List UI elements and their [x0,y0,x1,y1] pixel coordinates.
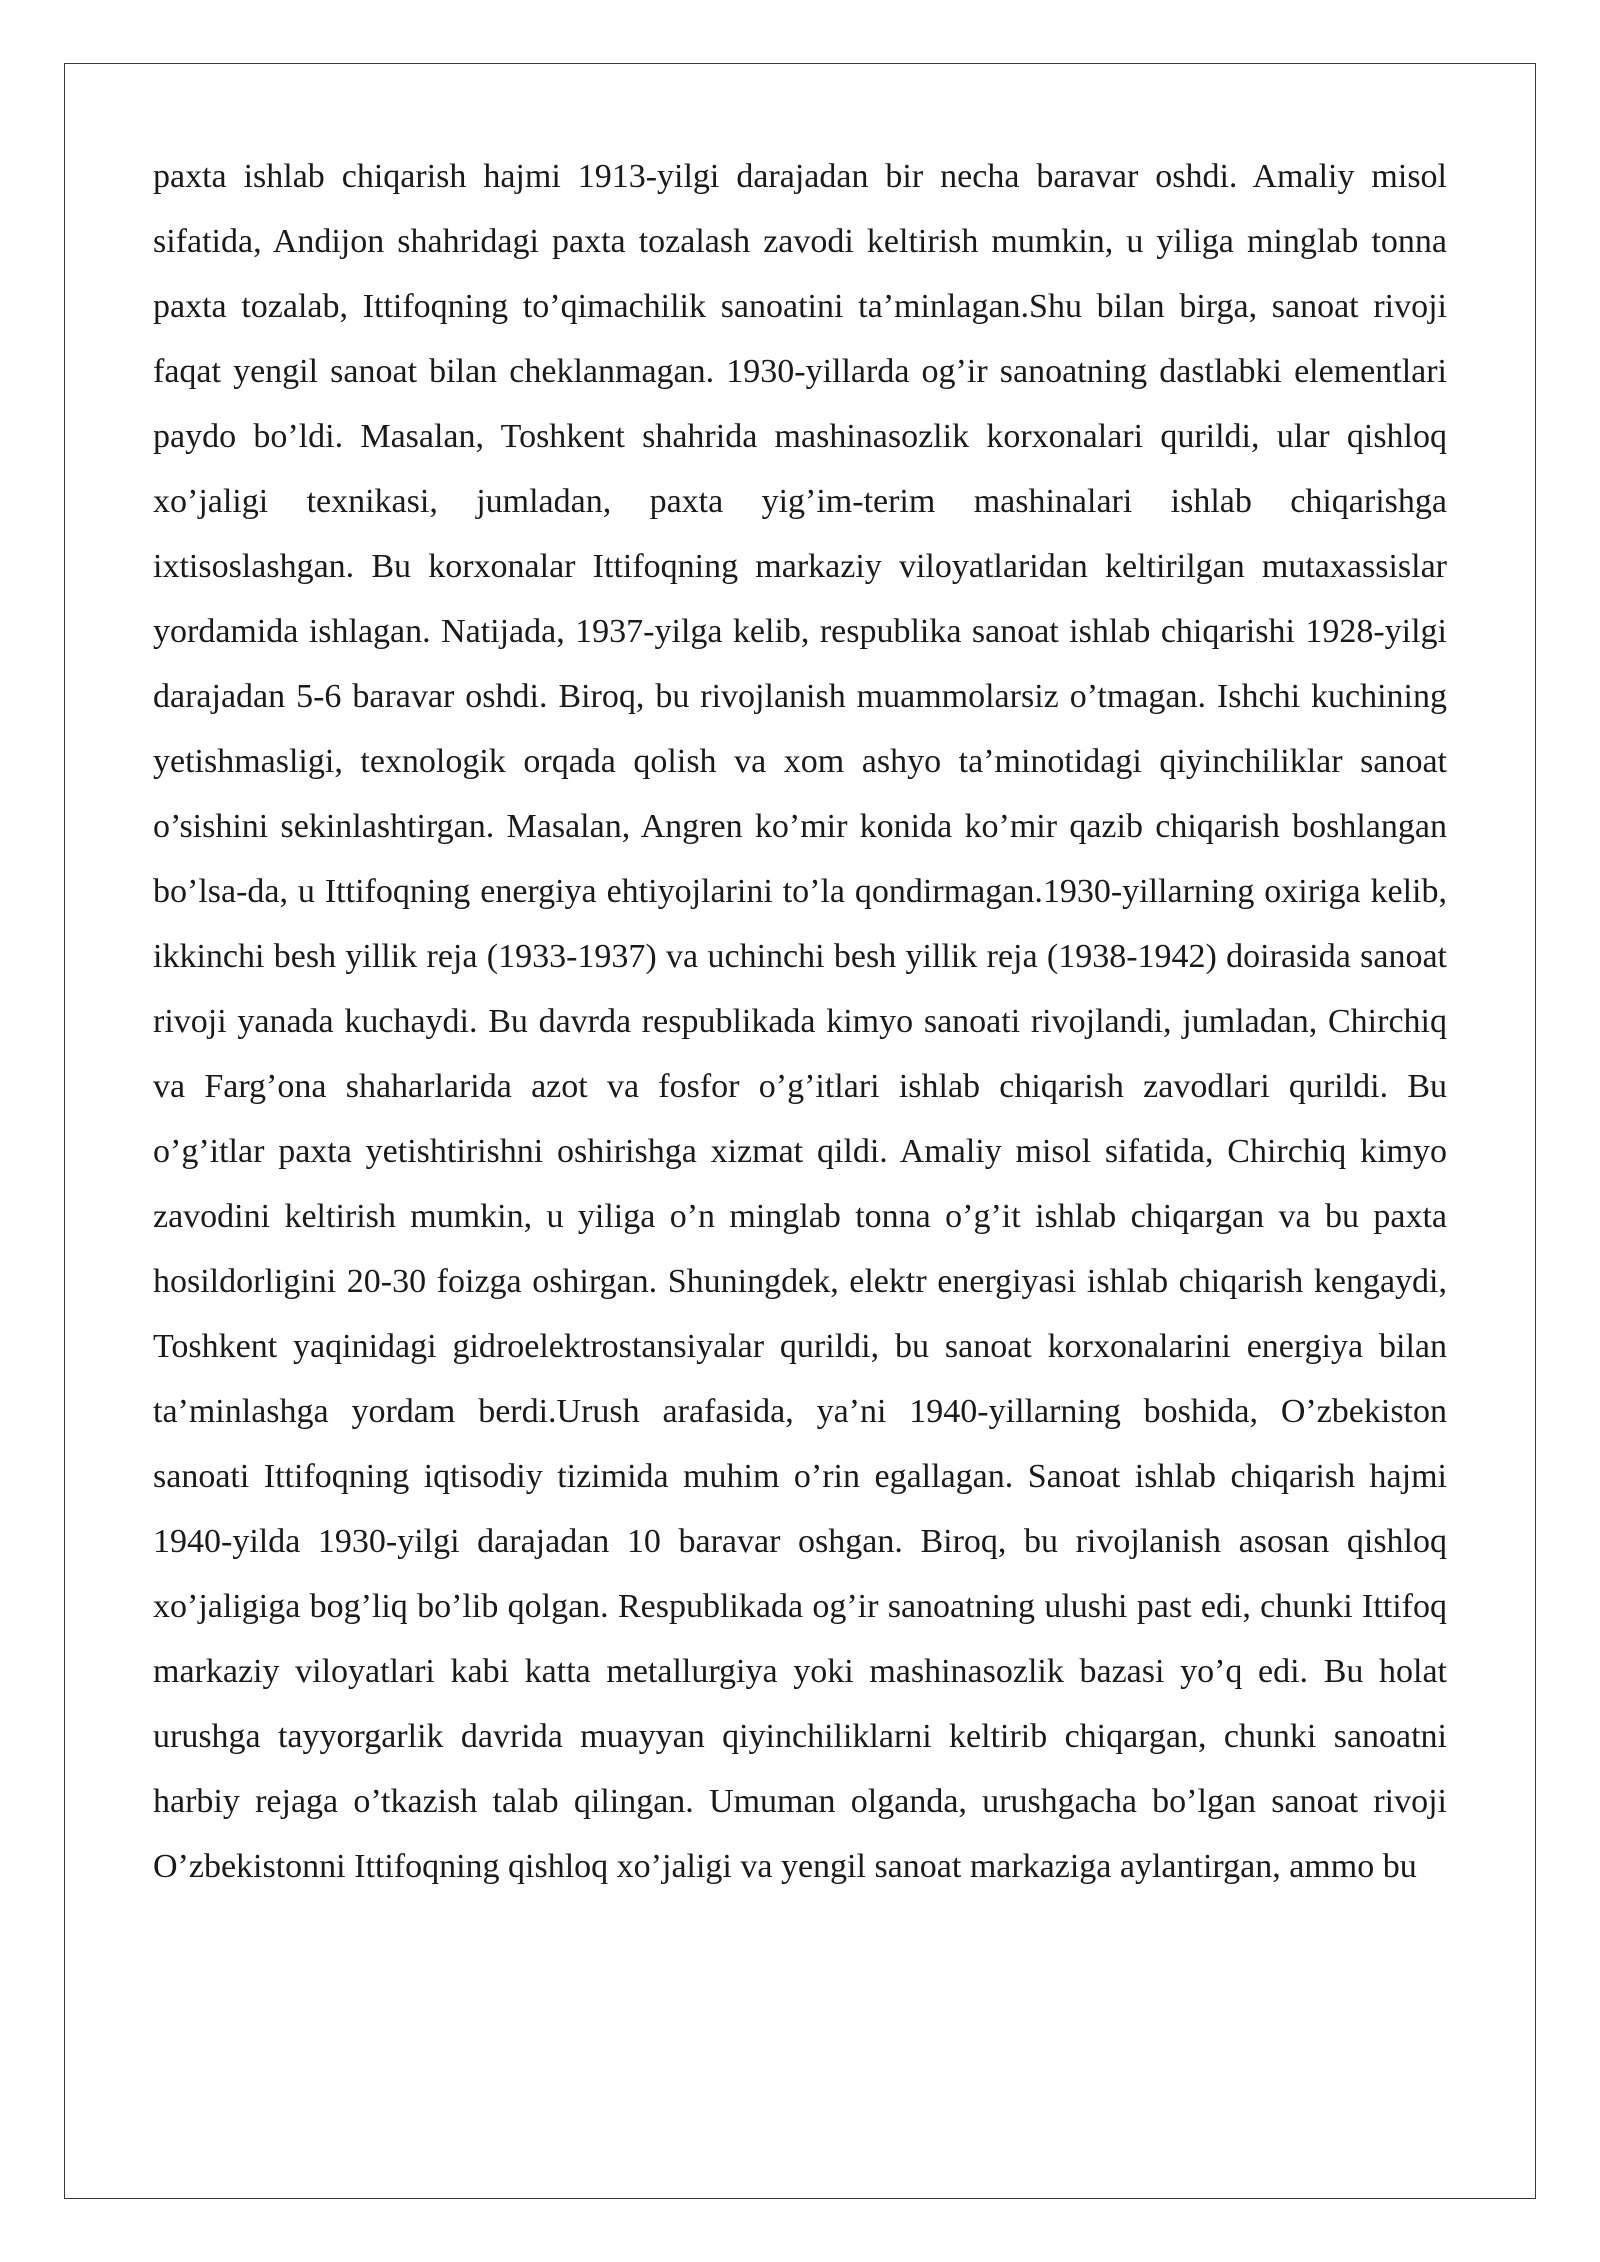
body-paragraph: paxta ishlab chiqarish hajmi 1913-yilgi darajadan bir necha baravar oshdi. Amaliy misol sifatida, Andijon shahridagi paxta tozalash zavodi keltirish mumkin, u yiliga minglab tonna paxta tozalab, Ittifoqning to’qimachilik sanoatini ta’minlagan.Shu bilan birga, sanoat rivoji faqat yengil sanoat bilan cheklanmagan. 1930-yillarda og’ir sanoatning dastlabki elementlari paydo bo’ldi. Masalan, Toshkent shahrida mashinasozlik korxonalari qurildi, ular qishloq xo’jaligi texnikasi, jumladan, paxta yig’im-terim mashinalari ishlab chiqarishga ixtisoslashgan. Bu korxonalar Ittifoqning markaziy viloyatlaridan keltirilgan mutaxassislar yordamida ishlagan. Natijada, 1937-yilga kelib, respublika sanoat ishlab chiqarishi 1928-yilgi darajadan 5-6 baravar oshdi. Biroq, bu rivojlanish muammolarsiz o’tmagan. Ishchi kuchining yetishmasligi, texnologik orqada qolish va xom ashyo ta’minotidagi qiyinchiliklar sanoat o’sishini sekinlashtirgan. Masalan, Angren ko’mir konida ko’mir qazib chiqarish boshlangan bo’lsa-da, u Ittifoqning energiya ehtiyojlarini to’la qondirmagan.1930-yillarning oxiriga kelib, ikkinchi besh yillik reja (1933-1937) va uchinchi besh yillik reja (1938-1942) doirasida sanoat rivoji yanada kuchaydi. Bu davrda respublikada kimyo sanoati rivojlandi, jumladan, Chirchiq va Farg’ona shaharlarida azot va fosfor o’g’itlari ishlab chiqarish zavodlari qurildi. Bu o’g’itlar paxta yetishtirishni oshirishga xizmat qildi. Amaliy misol sifatida, Chirchiq kimyo zavodini keltirish mumkin, u yiliga o’n minglab tonna o’g’it ishlab chiqargan va bu paxta hosildorligini 20-30 foizga oshirgan. Shuningdek, elektr energiyasi ishlab chiqarish kengaydi, Toshkent yaqinidagi gidroelektrostansiyalar qurildi, bu sanoat korxonalarini energiya bilan ta’minlashga yordam berdi.Urush arafasida, ya’ni 1940-yillarning boshida, O’zbekiston sanoati Ittifoqning iqtisodiy tizimida muhim o’rin egallagan. Sanoat ishlab chiqarish hajmi 1940-yilda 1930-yilgi darajadan 10 baravar oshgan. Biroq, bu rivojlanish asosan qishloq xo’jaligiga bog’liq bo’lib qolgan. Respublikada og’ir sanoatning ulushi past edi, chunki Ittifoq markaziy viloyatlari kabi katta metallurgiya yoki mashinasozlik bazasi yo’q edi. Bu holat urushga tayyorgarlik davrida muayyan qiyinchiliklarni keltirib chiqargan, chunki sanoatni harbiy rejaga o’tkazish talab qilingan. Umuman olganda, urushgacha bo’lgan sanoat rivoji O’zbekistonni Ittifoqning qishloq xo’jaligi va yengil sanoat markaziga aylantirgan, ammo bu [153,158,1447,1885]
